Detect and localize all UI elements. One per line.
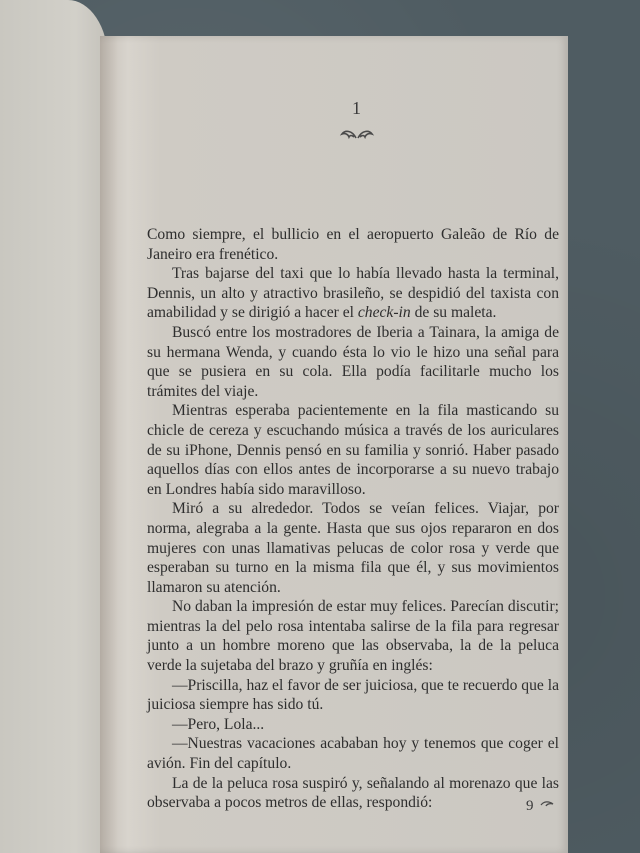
page-number: 9 — [526, 798, 534, 814]
chapter-number: 1 — [352, 98, 361, 118]
dialogue-line: —Nuestras vacaciones acababan hoy y tenemos que coger el avión. Fin del capítulo. — [147, 735, 559, 773]
paragraph — [147, 264, 559, 323]
italic-term: check-in — [357, 304, 411, 322]
dialogue-line: —Pero, Lola... — [171, 715, 265, 733]
chapter-ornament-icon — [337, 128, 377, 142]
dialogue-line: —Priscilla, haz el favor de ser juiciosa, que te recuerdo que la juiciosa siempre has sido tú. — [147, 676, 559, 714]
paragraph-text: de su maleta. — [410, 304, 497, 322]
page-ornament-icon — [540, 800, 554, 808]
paragraph: Mientras esperaba pacientemente en la fila masticando su chicle de cereza y escuchando música a través de los auriculares de su iPhone, Dennis pensó en su familia y sonrió. Haber pasado aquellos días con ellos antes de incorporarse a su nuevo trabajo en Londres había sido maravilloso. — [147, 402, 559, 498]
paragraph: Como siempre, el bullicio en el aeropuerto Galeão de Río de Janeiro era frenético. — [147, 226, 559, 263]
left-page — [0, 0, 108, 853]
paragraph: No daban la impresión de estar muy felices. Parecían discutir; mientras la del pelo rosa intentaba salirse de la fila para regresar junto a un hombre moreno que las observaba, la de la peluca verde la sujetaba del brazo y gruñía en inglés: — [147, 598, 559, 675]
book-gutter — [100, 36, 118, 853]
paragraph: La de la peluca rosa suspiró y, señalando al morenazo que las observaba a pocos metros de ellas, respondió: — [147, 774, 559, 812]
paragraph-text: Tras bajarse del taxi que lo había llevado hasta la terminal, Dennis, un alto y atractivo brasileño, se despidió del taxista con amabilidad y se dirigió a hacer el — [147, 265, 559, 322]
chapter-body — [147, 225, 559, 813]
paragraph: Miró a su alrededor. Todos se veían felices. Viajar, por norma, alegraba a la gente. Hasta que sus ojos repararon en dos mujeres con unas llamativas pelucas de color rosa y verde que esperaban su turno en la misma fila que él, y sus movimientos llamaron su atención. — [147, 500, 559, 596]
paragraph: Buscó entre los mostradores de Iberia a Tainara, la amiga de su hermana Wenda, y cuando ésta lo vio le hizo una señal para que se pusiera en su cola. Ella podía facilitarle mucho los trámites del viaje. — [147, 323, 559, 400]
